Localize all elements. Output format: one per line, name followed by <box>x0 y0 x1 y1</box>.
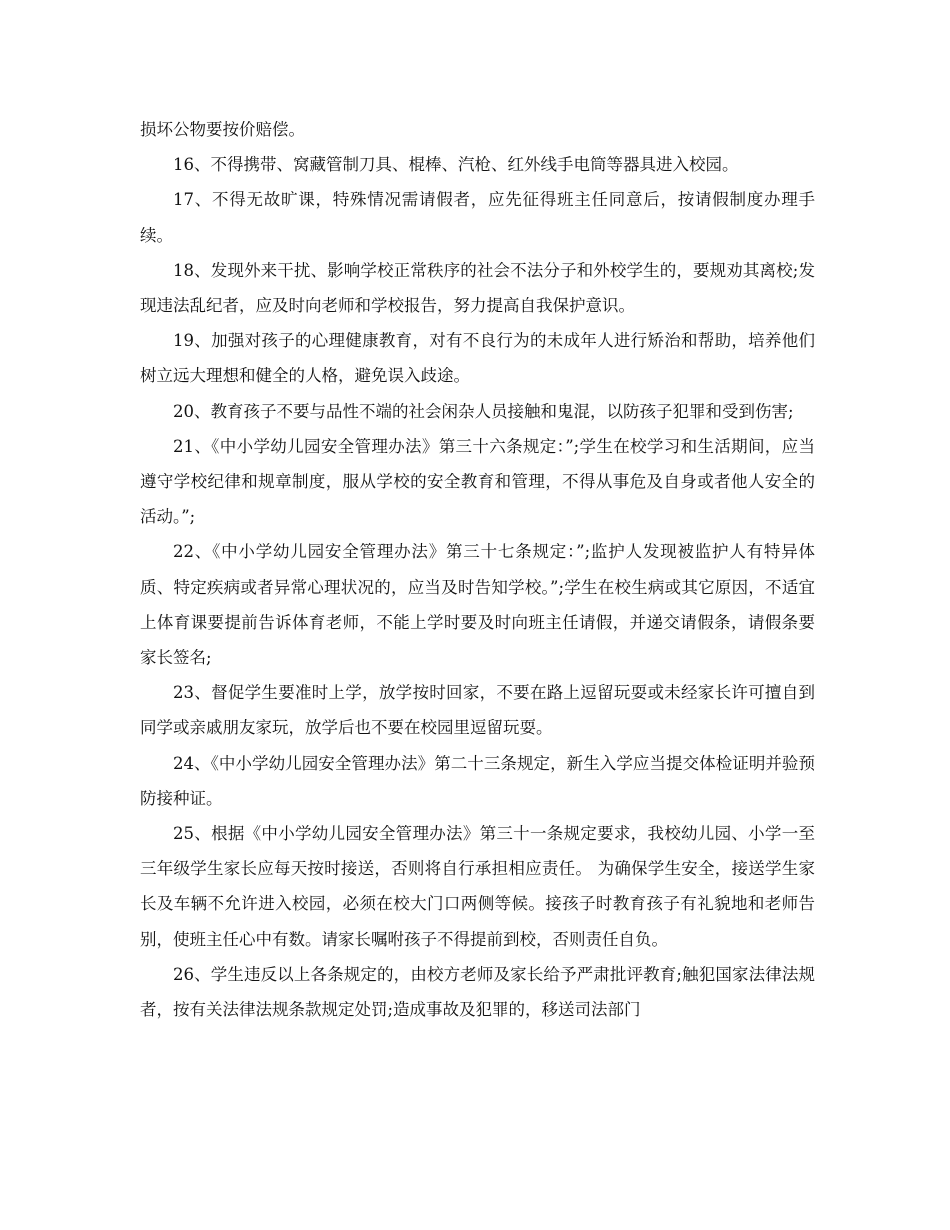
paragraph-21: 21、《中小学幼儿园安全管理办法》第三十六条规定：”;学生在校学习和生活期间，应当遵守学校纪律和规章制度，服从学校的安全教育和管理，不得从事危及自身或者他人安全的活动。”; <box>140 436 815 527</box>
document-body <box>140 112 815 1027</box>
paragraph-25: 25、根据《中小学幼儿园安全管理办法》第三十一条规定要求，我校幼儿园、小学一至三年级学生家长应每天按时接送，否则将自行承担相应责任。 为确保学生安全，接送学生家长及车辆不允许进入校园，必须在校大门口两侧等候。接孩子时教育孩子有礼貌地和老师告别，使班主任心中有数。请家长嘱咐孩子不得提前到校，否则责任自负。 <box>140 824 815 949</box>
paragraph-17: 17、不得无故旷课，特殊情况需请假者，应先征得班主任同意后，按请假制度办理手续。 <box>140 190 815 245</box>
paragraph-26: 26、学生违反以上各条规定的，由校方老师及家长给予严肃批评教育;触犯国家法律法规者，按有关法律法规条款规定处罚;造成事故及犯罪的，移送司法部门 <box>140 964 815 1020</box>
paragraph-15-continuation: 损坏公物要按价赔偿。 <box>140 120 305 139</box>
paragraph-19: 19、加强对孩子的心理健康教育，对有不良行为的未成年人进行矫治和帮助，培养他们树立远大理想和健全的人格，避免误入歧途。 <box>140 331 815 386</box>
paragraph-16: 16、不得携带、窝藏管制刀具、棍棒、汽枪、红外线手电筒等器具进入校园。 <box>173 155 739 175</box>
paragraph-20: 20、教育孩子不要与品性不端的社会闲杂人员接触和鬼混，以防孩子犯罪和受到伤害; <box>173 401 794 421</box>
paragraph-18: 18、发现外来干扰、影响学校正常秩序的社会不法分子和外校学生的，要规劝其离校;发现违法乱纪者，应及时向老师和学校报告，努力提高自我保护意识。 <box>140 260 815 316</box>
paragraph-22: 22、《中小学幼儿园安全管理办法》第三十七条规定：”;监护人发现被监护人有特异体质、特定疾病或者异常心理状况的，应当及时告知学校。”;学生在校生病或其它原因，不适宜上体育课要提前告诉体育老师，不能上学时要及时向班主任请假，并递交请假条，请假条要家长签名; <box>140 542 815 668</box>
paragraph-24: 24、《中小学幼儿园安全管理办法》第二十三条规定，新生入学应当提交体检证明并验预防接种证。 <box>140 753 815 808</box>
paragraph-23: 23、督促学生要准时上学，放学按时回家，不要在路上逗留玩耍或未经家长许可擅自到同学或亲戚朋友家玩，放学后也不要在校园里逗留玩耍。 <box>140 683 815 738</box>
